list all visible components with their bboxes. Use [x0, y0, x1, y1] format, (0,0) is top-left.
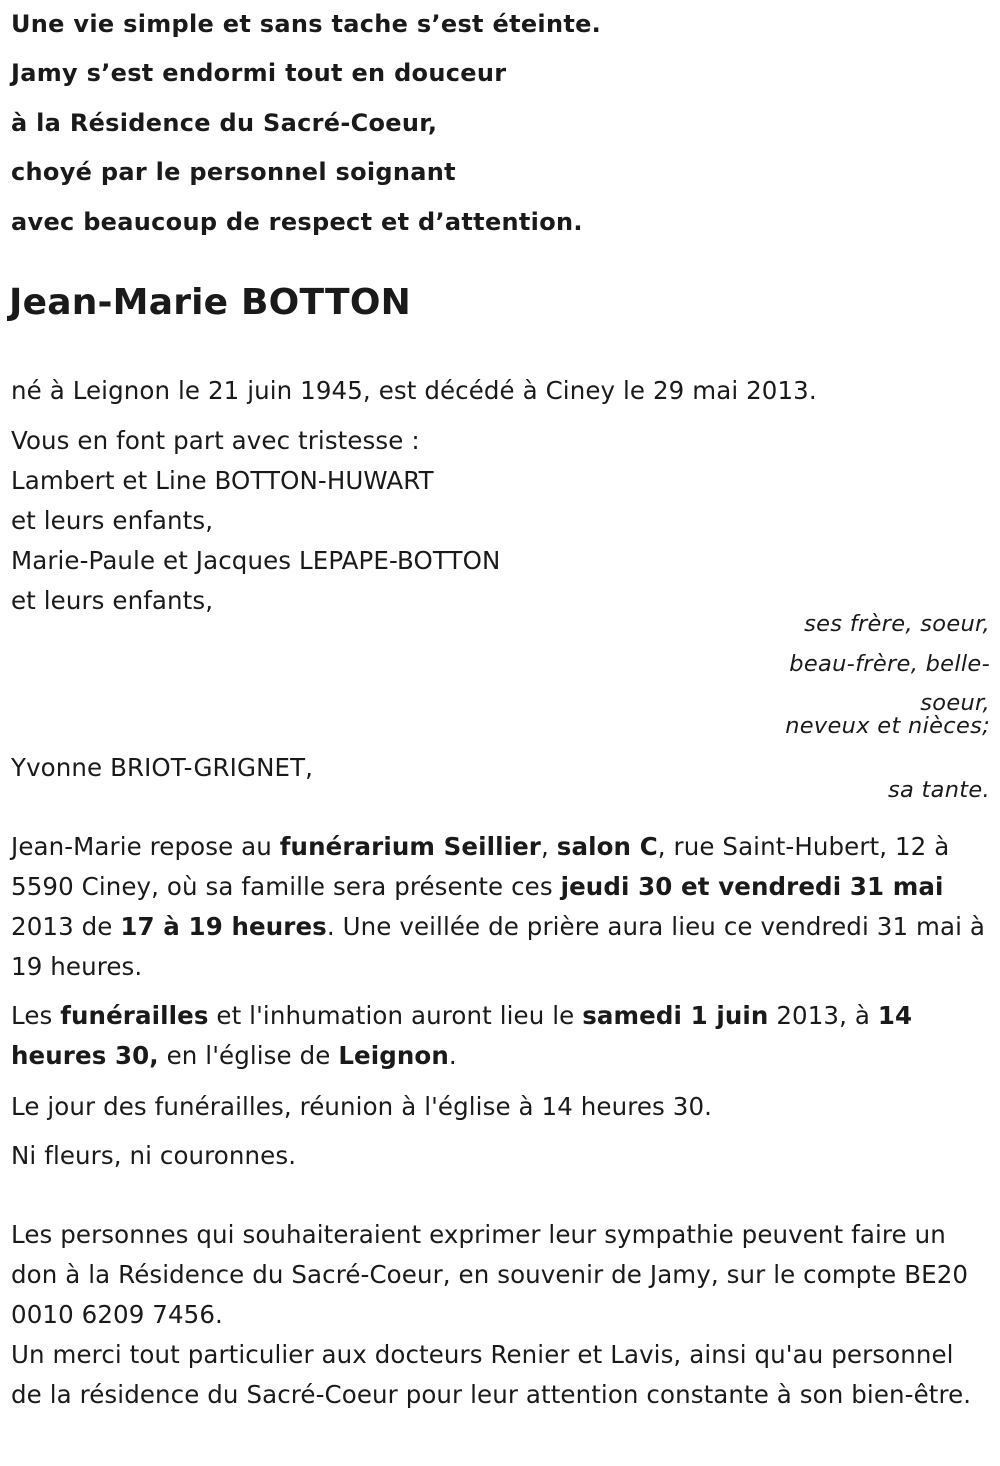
birth-death-line: né à Leignon le 21 juin 1945, est décédé à Ciney le 29 mai 2013. [11, 376, 817, 405]
funerarium-name: funérarium Seillier [279, 832, 541, 861]
intro-line: Une vie simple et sans tache s’est éteinte. [11, 10, 602, 38]
family-line: et leurs enfants, [11, 506, 214, 535]
flowers-line: Ni fleurs, ni couronnes. [11, 1141, 297, 1170]
aunt-line: Yvonne BRIOT-GRIGNET, [11, 753, 314, 782]
relation-line: beau-frère, belle- [789, 651, 990, 677]
announce-intro: Vous en font part avec tristesse : [11, 426, 420, 455]
funeral-paragraph: Les funérailles et l'inhumation auront lieu le samedi 1 juin 2013, à 14 heures 30, en l'église de Leignon. [11, 1001, 913, 1070]
thanks-paragraph: Un merci tout particulier aux docteurs Renier et Lavis, ainsi qu'au personnel de la résidence du Sacré-Coeur pour leur attention constante à son bien-être. [11, 1340, 972, 1409]
family-line: et leurs enfants, [11, 586, 214, 615]
relation-line: soeur, [920, 690, 990, 716]
funeral-label: funérailles [60, 1001, 209, 1030]
family-line: Marie-Paule et Jacques LEPAPE-BOTTON [11, 546, 501, 575]
family-line: Lambert et Line BOTTON-HUWART [11, 466, 434, 495]
salon-name: salon C [556, 832, 658, 861]
funeral-date: samedi 1 juin [582, 1001, 769, 1030]
aunt-relation: sa tante. [887, 777, 990, 803]
intro-line: choyé par le personnel soignant [11, 158, 456, 186]
visit-hours: 17 à 19 heures [120, 912, 327, 941]
donation-paragraph: Les personnes qui souhaiteraient exprimer leur sympathie peuvent faire un don à la Résidence du Sacré-Coeur, en souvenir de Jamy, sur le compte BE20 0010 6209 7456. [11, 1220, 969, 1329]
funeral-place: Leignon [338, 1041, 449, 1070]
funeral-time: 14 heures 30, [11, 1001, 913, 1070]
relation-line: neveux et nièces; [785, 713, 990, 739]
intro-line: avec beaucoup de respect et d’attention. [11, 208, 583, 236]
deceased-name: Jean-Marie BOTTON [9, 282, 411, 323]
visit-days: jeudi 30 et vendredi 31 mai [560, 872, 944, 901]
intro-line: à la Résidence du Sacré-Coeur, [11, 109, 438, 137]
relation-line: ses frère, soeur, [804, 611, 990, 637]
intro-line: Jamy s’est endormi tout en douceur [11, 59, 507, 87]
funerarium-paragraph: Jean-Marie repose au funérarium Seillier, salon C, rue Saint-Hubert, 12 à 5590 Ciney, où sa famille sera présente ces jeudi 30 et vendredi 31 mai 2013 de 17 à 19 heures. Une veillée de prière aura lieu ce vendredi 31 mai à 19 heures. [11, 832, 986, 981]
meeting-line: Le jour des funérailles, réunion à l'église à 14 heures 30. [11, 1092, 713, 1121]
